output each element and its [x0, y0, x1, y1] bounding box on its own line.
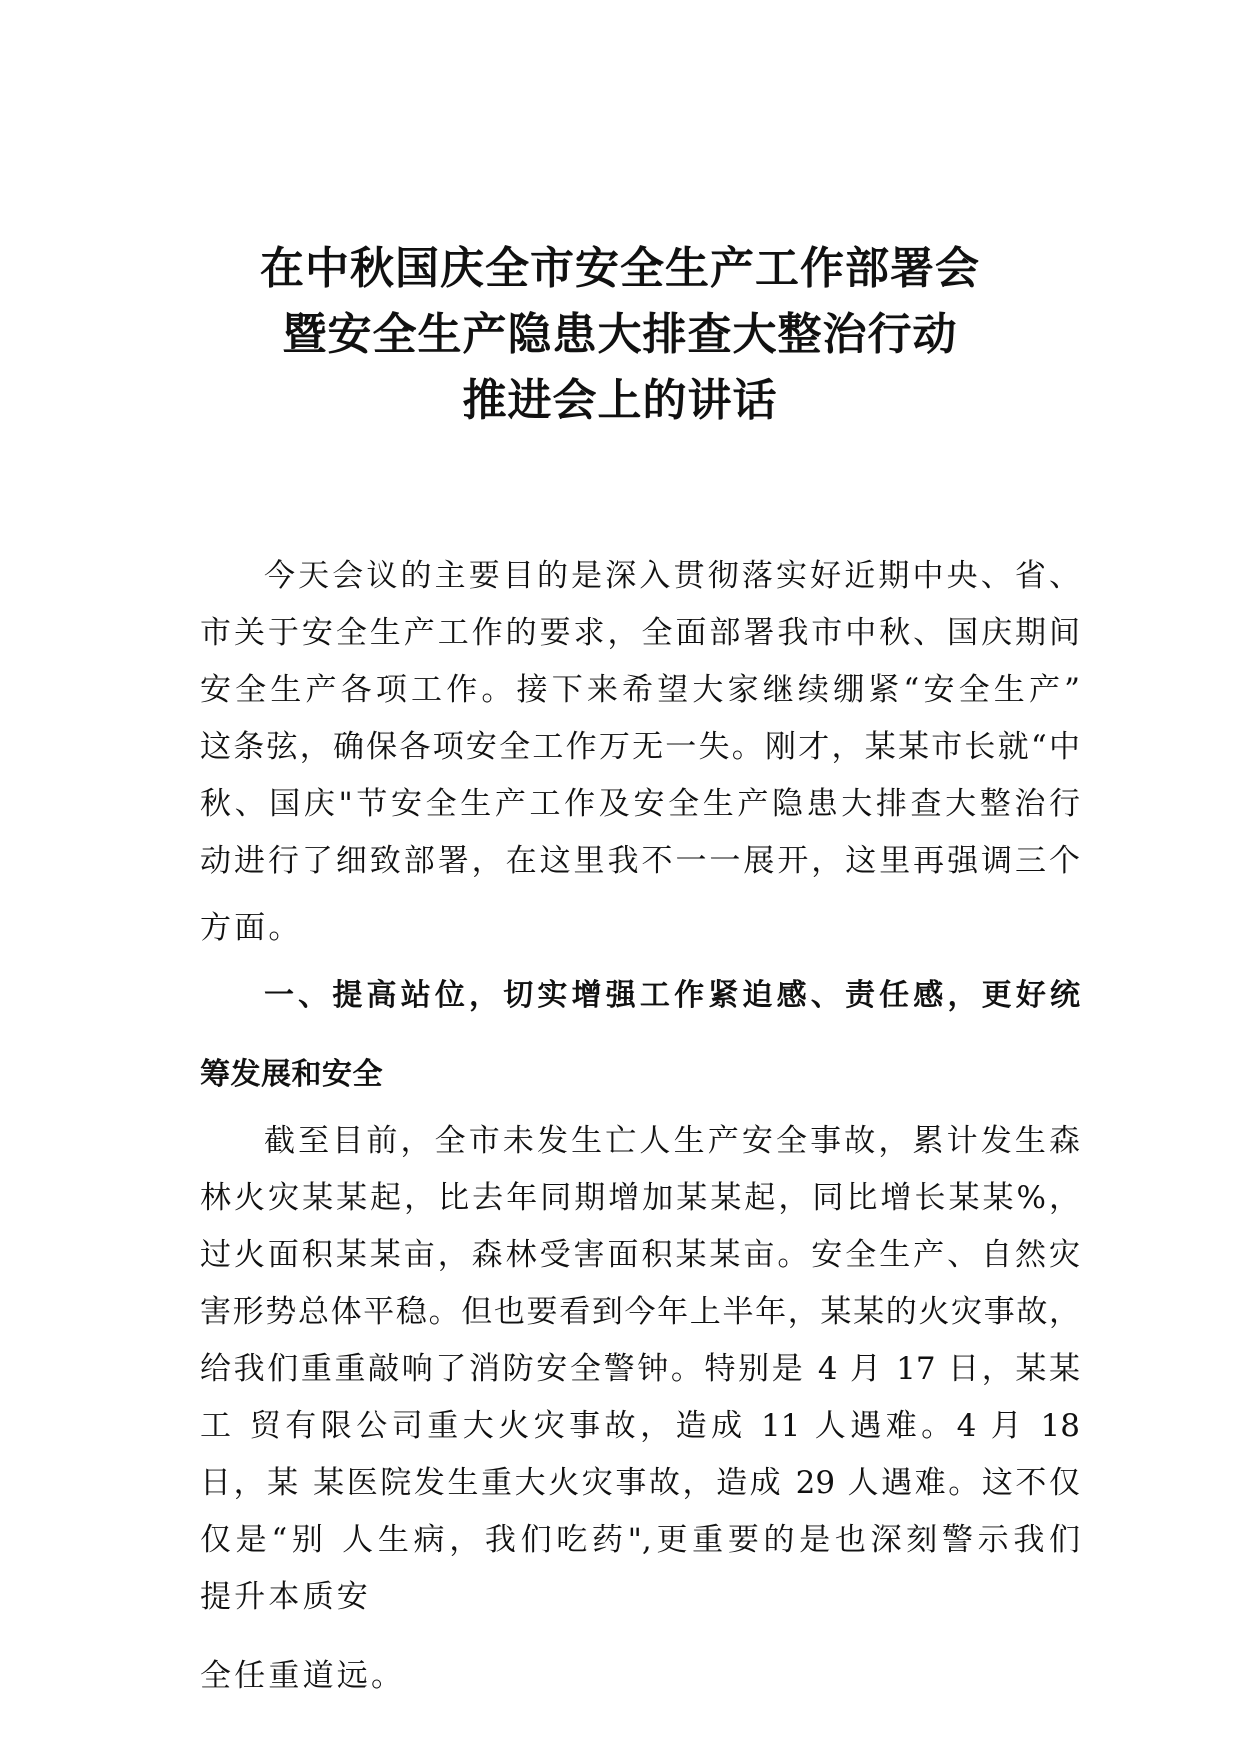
paragraph-line: 这条弦，确保各项安全工作万无一失。刚才，某某市长就“中	[200, 729, 1080, 765]
paragraph-line: 提升本质安	[200, 1579, 371, 1615]
intro-paragraph	[200, 548, 1080, 957]
title-line-2: 暨安全生产隐患大排查大整治行动	[282, 309, 958, 360]
paragraph-line: 方面。	[200, 910, 303, 946]
paragraph-line: 动进行了细致部署，在这里我不一一展开，这里再强调三个	[200, 843, 1080, 879]
paragraph-line: 日，某 某医院发生重大火灾事故，造成 29 人遇难。这不仅	[200, 1465, 1080, 1501]
title-line-3: 推进会上的讲话	[462, 375, 778, 426]
paragraph-line: 市关于安全生产工作的要求，全面部署我市中秋、国庆期间	[200, 615, 1080, 651]
document-body	[200, 548, 1080, 1705]
section-paragraph	[200, 1113, 1080, 1705]
paragraph-line: 仅是“别 人生病，我们吃药",更重要的是也深刻警示我们	[200, 1522, 1080, 1558]
paragraph-line: 给我们重重敲响了消防安全警钟。特别是 4 月 17 日，某某	[200, 1351, 1080, 1387]
paragraph-line: 过火面积某某亩，森林受害面积某某亩。安全生产、自然灾	[200, 1237, 1080, 1273]
section-heading	[200, 967, 1080, 1103]
section-heading-line: 筹发展和安全	[200, 1057, 383, 1092]
paragraph-line: 秋、国庆"节安全生产工作及安全生产隐患大排查大整治行	[200, 786, 1080, 822]
section-heading-line: 一、提高站位，切实增强工作紧迫感、责任感，更好统	[264, 978, 1080, 1013]
paragraph-line: 今天会议的主要目的是深入贯彻落实好近期中央、省、	[264, 558, 1080, 594]
paragraph-line: 安全生产各项工作。接下来希望大家继续绷紧“安全生产”	[200, 672, 1080, 708]
paragraph-line: 林火灾某某起，比去年同期增加某某起，同比增长某某%，	[200, 1180, 1080, 1216]
paragraph-line: 害形势总体平稳。但也要看到今年上半年，某某的火灾事故，	[200, 1294, 1080, 1330]
paragraph-line: 截至目前，全市未发生亡人生产安全事故，累计发生森	[264, 1123, 1080, 1159]
title-line-1: 在中秋国庆全市安全生产工作部署会	[260, 243, 980, 294]
document-title	[0, 236, 1240, 434]
paragraph-line: 工 贸有限公司重大火灾事故，造成 11 人遇难。4 月 18	[200, 1408, 1080, 1444]
paragraph-line: 全任重道远。	[200, 1658, 406, 1694]
